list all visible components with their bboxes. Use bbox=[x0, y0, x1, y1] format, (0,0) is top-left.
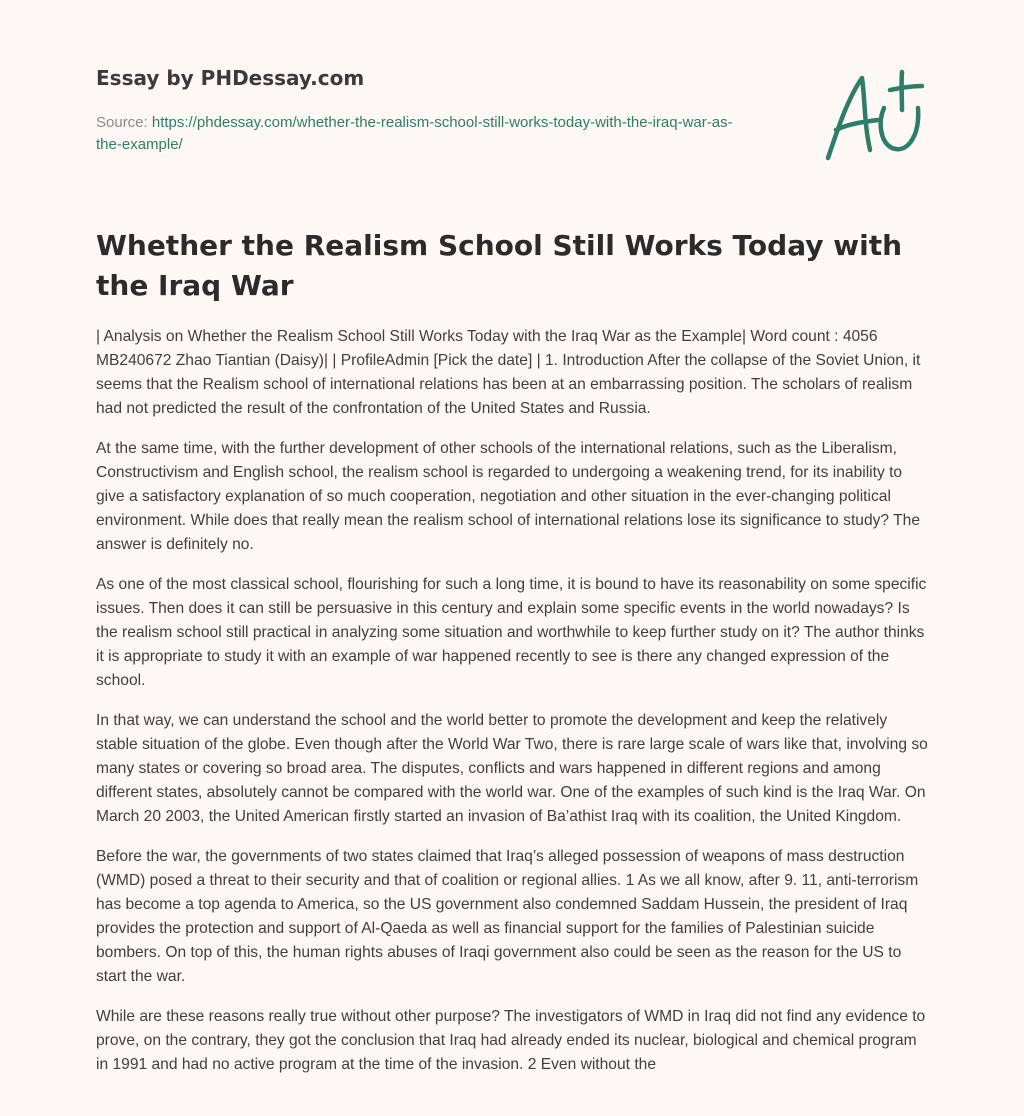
paragraph: At the same time, with the further development of other schools of the international relations, such as the Liberalism, Constructivism and English school, the realism school is regarded to undergoing a weakening trend, for its inability to give a satisfactory explanation of so much cooperation, negotiation and other situation in the ever-changing political environment. While does that really mean the realism school of international relations lose its significance to study? The answer is definitely no. bbox=[96, 440, 921, 553]
paragraph: As one of the most classical school, flourishing for such a long time, it is bound to have its reasonability on some specific issues. Then does it can still be persuasive in this century and explain some specific events in the world nowadays? Is the realism school still practical in analyzing some situation and worthwhile to keep further study on it? The author thinks it is appropriate to study it with an example of war happened recently to see is there any changed expression of the school. bbox=[96, 576, 927, 689]
source-line bbox=[96, 112, 756, 156]
paragraph: In that way, we can understand the school and the world better to promote the development and keep the relatively stable situation of the globe. Even though after the World War Two, there is rare large scale of wars like that, involving so many states or covering so broad area. The disputes, conflicts and wars happened in different regions and among different states, absolutely cannot be compared with the world war. One of the examples of such kind is the Iraq War. On March 20 2003, the United American firstly started an invasion of Ba’athist Iraq with its coalition, the United Kingdom. bbox=[96, 712, 928, 825]
article-body bbox=[96, 325, 930, 1093]
paragraph: Before the war, the governments of two states claimed that Iraq’s alleged possession of weapons of mass destruction (WMD) posed a threat to their security and that of coalition or regional allies. 1 As we all know, after 9. 11, anti-terrorism has become a top agenda to America, so the US government also condemned Saddam Hussein, the president of Iraq provides the protection and support of Al-Qaeda as well as financial support for the families of Palestinian suicide bombers. On top of this, the human rights abuses of Iraqi government also could be seen as the reason for the US to start the war. bbox=[96, 848, 919, 985]
paragraph: While are these reasons really true without other purpose? The investigators of WMD in Iraq did not find any evidence to prove, on the contrary, they got the conclusion that Iraq had already ended its nuclear, biological and chemical program in 1991 and had no active program at the time of the invasion. 2 Even without the bbox=[96, 1008, 926, 1073]
article-title: Whether the Realism School Still Works Today with the Iraq War bbox=[96, 229, 903, 302]
paragraph: | Analysis on Whether the Realism School Still Works Today with the Iraq War as the Example| Word count : 4056 MB240672 Zhao Tiantian (Daisy)| | ProfileAdmin [Pick the date] | 1. Introduction After the collapse of the Soviet Union, it seems that the Realism school of international relations has been at an embarrassing position. The scholars of realism had not predicted the result of the confrontation of the United States and Russia. bbox=[96, 328, 921, 417]
a-plus-logo bbox=[822, 68, 926, 164]
source-link[interactable]: https://phdessay.com/whether-the-realism-school-still-works-today-with-the-iraq-war-as-the-example/ bbox=[96, 114, 733, 153]
site-brand: Essay by PHDessay.com bbox=[96, 66, 365, 90]
source-label: Source: bbox=[96, 114, 152, 131]
